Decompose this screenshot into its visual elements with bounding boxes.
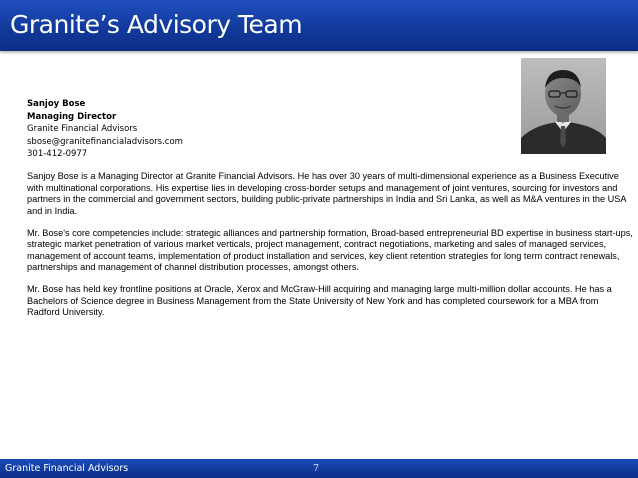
- contact-phone: 301-412-0977: [27, 149, 88, 159]
- bio-paragraph: Mr. Bose has held key frontline positions at Oracle, Xerox and McGraw-Hill acquiring and managing large multi-million dollar accounts. He has a Bachelors of Science degree in Business Management from the State University of New York and has completed coursework for a MBA from Radford University.: [27, 284, 612, 318]
- contact-role: Managing Director: [27, 111, 117, 122]
- bio-paragraph: Sanjoy Bose is a Managing Director at Granite Financial Advisors. He has over 30 years of multi-dimensional experience as a Business Executive with multinational corporations. His expertise lies in developing cross-border setups and management of joint ventures, sourcing for investors and partners in the commercial and government sectors, building public-private partnerships in India and Sri Lanka, as well as M&A ventures in the USA and in India.: [27, 171, 627, 216]
- slide-title: Granite’s Advisory Team: [10, 10, 303, 39]
- page-number: 7: [313, 463, 320, 474]
- bio-paragraph: Mr. Bose's core competencies include: strategic alliances and partnership formation, Broad-based entrepreneurial BD expertise in business start-ups, strategic market penetration of various market verticals, project management, contract negotiations, marketing and sales of managed services, management of account teams, implementation of product installation and services, key client retention strategies for long term contract renewals, partnerships and management of channel distribution processes, amongst others.: [27, 227, 633, 273]
- footer-organization: Granite Financial Advisors: [5, 463, 129, 474]
- contact-block: [27, 98, 183, 161]
- biography: [27, 171, 633, 329]
- portrait-photo: [521, 58, 606, 154]
- footer-bar: [0, 459, 638, 478]
- contact-email[interactable]: sbose@granitefinancialadvisors.com: [27, 136, 183, 147]
- contact-name: Sanjoy Bose: [27, 99, 86, 109]
- contact-company: Granite Financial Advisors: [27, 124, 138, 134]
- title-bar: [0, 0, 638, 51]
